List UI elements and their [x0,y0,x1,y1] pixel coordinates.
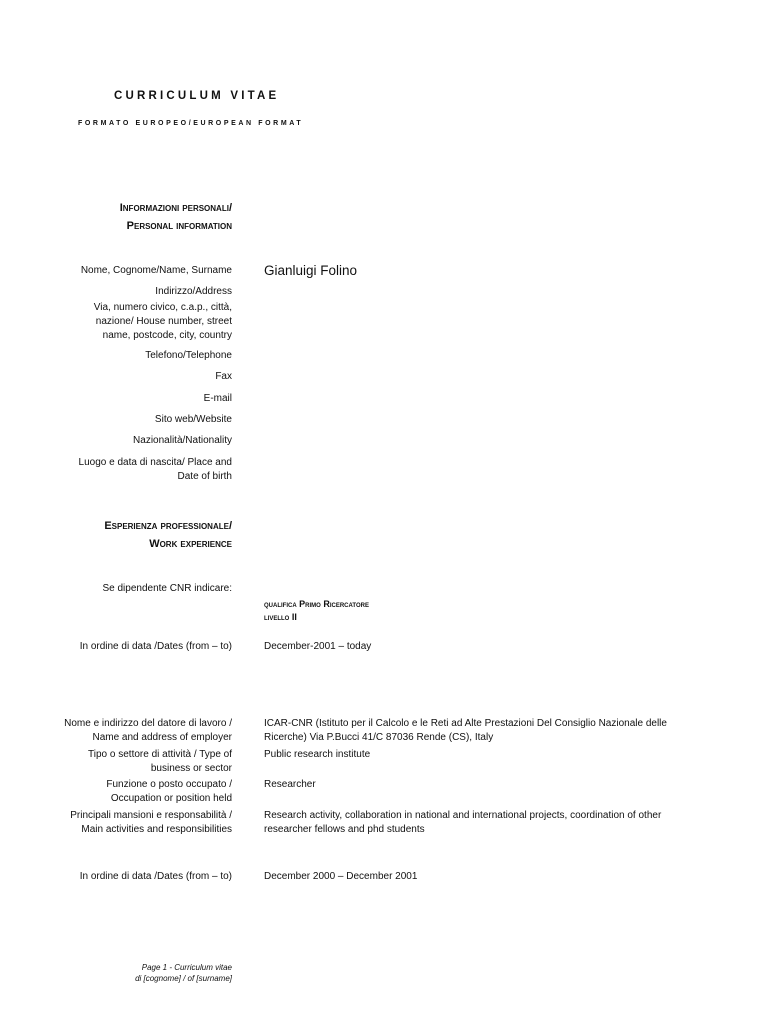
website-label: Sito web/Website [154,414,232,425]
name-value: Gianluigi Folino [264,263,358,278]
section-heading-work-line1: Esperienza professionale/ [104,520,232,532]
section-heading-work-line2: Work experience [149,538,232,550]
livello-value: livello II [264,612,297,622]
address-detail: Via, numero civico, c.a.p., città, nazione/ House number, street name, postcode, city, country [93,302,232,341]
birth-label: Luogo e data di nascita/ Place and Date of birth [78,457,232,482]
business-label: Tipo o settore di attività / Type of business or sector [88,749,232,774]
employer-value: ICAR-CNR (Istituto per il Calcolo e le Reti ad Alte Prestazioni Del Consiglio Nazionale delle Ricerche) Via P.Bucci 41/C 87036 Rende (CS), Italy [264,718,667,743]
fax-label: Fax [215,371,232,382]
employer-label: Nome e indirizzo del datore di lavoro / Name and address of employer [64,718,232,743]
email-label: E-mail [203,393,232,404]
cnr-label: Se dipendente CNR indicare: [102,583,232,594]
section-heading-personal [120,199,232,235]
nationality-label: Nazionalità/Nationality [133,435,232,446]
address-label: Indirizzo/Address [155,286,232,297]
phone-label: Telefono/Telephone [145,350,232,361]
dates2-label: In ordine di data /Dates (from – to) [79,871,232,882]
cv-subtitle: FORMATO EUROPEO/EUROPEAN FORMAT [78,120,304,127]
dates2-value: December 2000 – December 2001 [264,871,418,882]
dates-label: In ordine di data /Dates (from – to) [79,641,232,652]
cv-title: CURRICULUM VITAE [114,90,280,102]
activities-label: Principali mansioni e responsabilità / Main activities and responsibilities [70,810,232,835]
footer-line2: di [cognome] / of [surname] [135,974,232,983]
activities-value: Research activity, collaboration in national and international projects, coordination of other researcher fellows and phd students [264,810,662,835]
footer-line1: Page 1 - Curriculum vitae [141,963,232,972]
business-value: Public research institute [264,749,371,760]
dates-value: December-2001 – today [264,641,372,652]
qualifica-value: qualifica Primo Ricercatore [264,599,369,609]
name-label: Nome, Cognome/Name, Surname [80,265,232,276]
page-footer [135,962,232,984]
occupation-label: Funzione o posto occupato / Occupation or position held [106,779,232,804]
section-heading-personal-line2: Personal information [126,220,232,232]
section-heading-work [104,517,232,553]
section-heading-personal-line1: Informazioni personali/ [119,202,232,214]
occupation-value: Researcher [264,779,316,790]
